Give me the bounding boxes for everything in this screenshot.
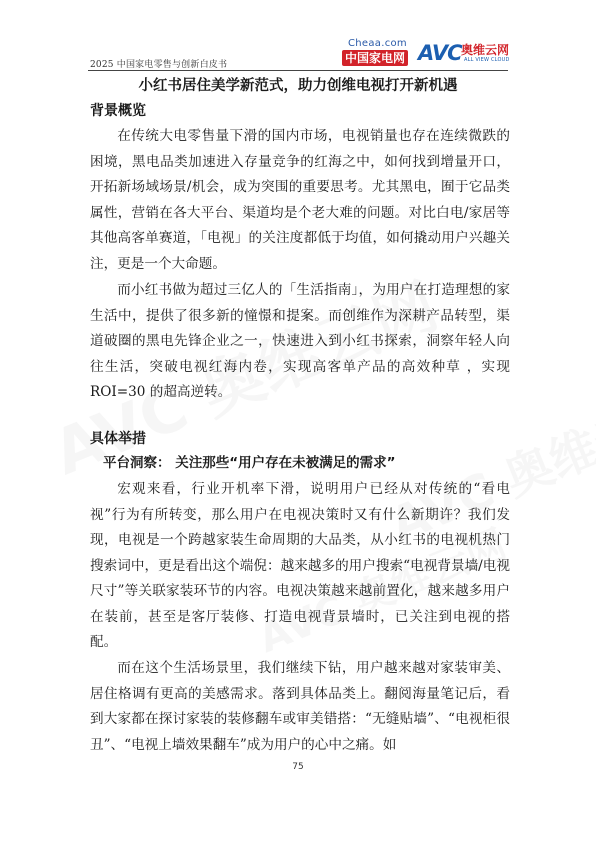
avc-logo-cn: 奥维云网 <box>461 43 510 57</box>
header-document-title: 2025 中国家电零售与创新白皮书 <box>90 60 228 70</box>
header-divider <box>88 70 508 71</box>
paragraph-insight-1: 宏观来看，行业开机率下滑，说明用户已经从对传统的“看电视”行为有所转变，那么用户在电视决策时又有什么新期许？我们发现，电视是一个跨越家装生命周期的大品类，从小红书的电视机热门搜索词中，更是看出这个端倪：越来越多的用户搜索“电视背景墙/电视尺寸”等关联家装环节的内容。电视决策越来越前置化，越来越多用户在装前，甚至是客厅装修、打造电视背景墙时，已关注到电视的搭配。 <box>90 481 510 650</box>
paragraph-background-1: 在传统大电零售量下滑的国内市场，电视销量也存在连续微跌的困境，黑电品类加速进入存量竞争的红海之中，如何找到增量开口，开拓新场域场景/机会，成为突围的重要思考。尤其黑电，囿于它品类属性，营销在各大平台、渠道均是个老大难的问题。对比白电/家居等其他高客单赛道，「电视」的关注度都低于均值，如何撬动用户兴趣关注，更是一个大命题。 <box>90 128 510 272</box>
sub-heading-platform-insight: 平台洞察： 关注那些“用户存在未被满足的需求” <box>103 455 396 471</box>
cheaa-logo <box>342 38 420 68</box>
avc-logo-en: ALL VIEW CLOUD <box>464 57 510 63</box>
avc-logo <box>418 42 510 70</box>
cheaa-logo-text: 中国家电网 <box>342 50 408 66</box>
article-title: 小红书居住美学新范式，助力创维电视打开新机遇 <box>138 78 458 94</box>
paragraph-background-2: 而小红书做为超过三亿人的「生活指南」，为用户在打造理想的家生活中，提供了很多新的憧憬和提案。而创维作为深耕产品转型，渠道破圈的黑电先锋企业之一，快速进入到小红书探索，洞察年轻人向往生活，突破电视红海内卷，实现高客单产品的高效种草 ，实现 ROI=30 的超高逆转。 <box>90 282 510 400</box>
paragraph-insight-2: 而在这个生活场景里，我们继续下钻，用户越来越对家装审美、居住格调有更高的美感需求。落到具体品类上。翻阅海量笔记后，看到大家都在探讨家装的装修翻车或审美错搭：“无缝贴墙”、“电视柜很丑”、“电视上墙效果翻车”成为用户的心中之痛。如 <box>90 660 510 753</box>
avc-logo-mark: AVC <box>418 41 462 65</box>
page-number: 75 <box>292 762 304 772</box>
section-heading-measures: 具体举措 <box>90 431 146 447</box>
section-heading-background: 背景概览 <box>90 103 146 119</box>
cheaa-logo-url: Cheaa.com <box>348 38 407 49</box>
